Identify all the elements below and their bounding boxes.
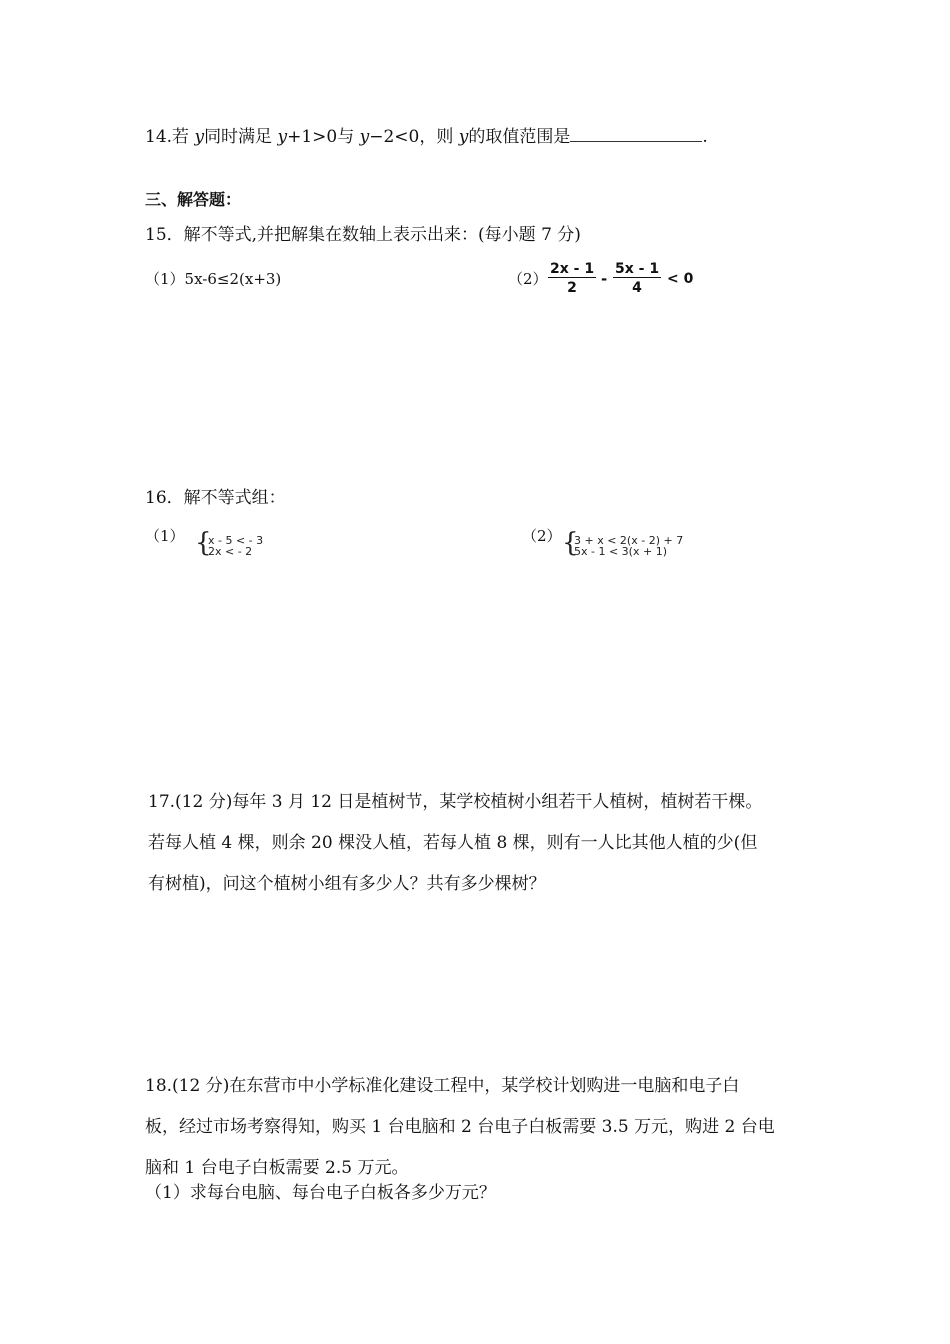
q14-var-y-2: y — [458, 127, 469, 147]
question-18 — [145, 1066, 775, 1189]
q14-ineq1-rest: +1>0 — [287, 127, 338, 147]
q14-text-d: ，则 — [419, 127, 454, 147]
q15-frac1-denominator: 2 — [567, 280, 577, 296]
q17-line2: 若每人植 4 棵，则余 20 棵没人植，若每人植 8 棵，则有一人比其他人植的少(但 — [148, 833, 758, 853]
q15-title: 15．解不等式,并把解集在数轴上表示出来：(每小题 7 分) — [145, 225, 581, 245]
q14-text-a: 若 — [172, 127, 190, 147]
q15-rhs: < 0 — [667, 271, 694, 287]
q15-part2-label: （2） — [508, 270, 548, 288]
q14-var-y: y — [194, 127, 205, 147]
q14-ineq2-var: y — [359, 127, 370, 147]
q15-fraction-2 — [613, 261, 661, 296]
q14-ineq2-rest: −2<0 — [369, 127, 420, 147]
q14-text-c: 与 — [337, 127, 355, 147]
q14-number: 14. — [145, 127, 173, 147]
q14-text-b: 同时满足 — [204, 127, 273, 147]
question-17 — [148, 782, 762, 905]
question-14 — [145, 126, 708, 147]
q14-text-e: 的取值范围是 — [468, 127, 571, 147]
q17-line3: 有树植)，问这个植树小组有多少人？共有多少棵树？ — [148, 874, 546, 894]
q16-part1-brace: { — [195, 528, 212, 558]
q16-part2-brace: { — [562, 528, 579, 558]
q15-minus-sign: - — [601, 270, 608, 288]
section-heading: 三、解答题： — [145, 190, 242, 209]
q16-part1-line1: x - 5 < - 3 — [208, 534, 264, 547]
q16-part1-system — [208, 535, 263, 557]
q16-title: 16．解不等式组： — [145, 488, 286, 508]
q18-line1: 18.(12 分)在东营市中小学标准化建设工程中，某学校计划购进一电脑和电子白 — [145, 1076, 740, 1096]
q18-sub1: （1）求每台电脑、每台电子白板各多少万元？ — [145, 1183, 496, 1203]
q16-part1-line2: 2x < - 2 — [208, 545, 253, 558]
q14-end: . — [702, 127, 708, 147]
q15-frac1-numerator: 2x - 1 — [550, 261, 595, 277]
q16-part2-system — [574, 535, 683, 557]
q16-part2-line2: 5x - 1 < 3(x + 1) — [574, 545, 667, 558]
q15-frac2-numerator: 5x - 1 — [615, 261, 660, 277]
q16-part1-label: （1） — [145, 527, 185, 545]
q14-ineq1-var: y — [277, 127, 288, 147]
q17-line1: 17.(12 分)每年 3 月 12 日是植树节，某学校植树小组若干人植树，植树若干棵。 — [148, 792, 763, 812]
q16-part2-line1: 3 + x < 2(x - 2) + 7 — [574, 534, 684, 547]
q18-line2: 板，经过市场考察得知，购买 1 台电脑和 2 台电子白板需要 3.5 万元，购进 2 台电 — [145, 1117, 775, 1137]
answer-blank[interactable] — [570, 126, 702, 142]
q16-part2-label: （2） — [522, 527, 562, 545]
q15-part1: （1）5x-6≤2(x+3) — [145, 270, 282, 288]
q15-fraction-1 — [548, 261, 596, 296]
q18-line3: 脑和 1 台电子白板需要 2.5 万元。 — [145, 1158, 409, 1178]
q15-frac2-denominator: 4 — [632, 280, 642, 296]
